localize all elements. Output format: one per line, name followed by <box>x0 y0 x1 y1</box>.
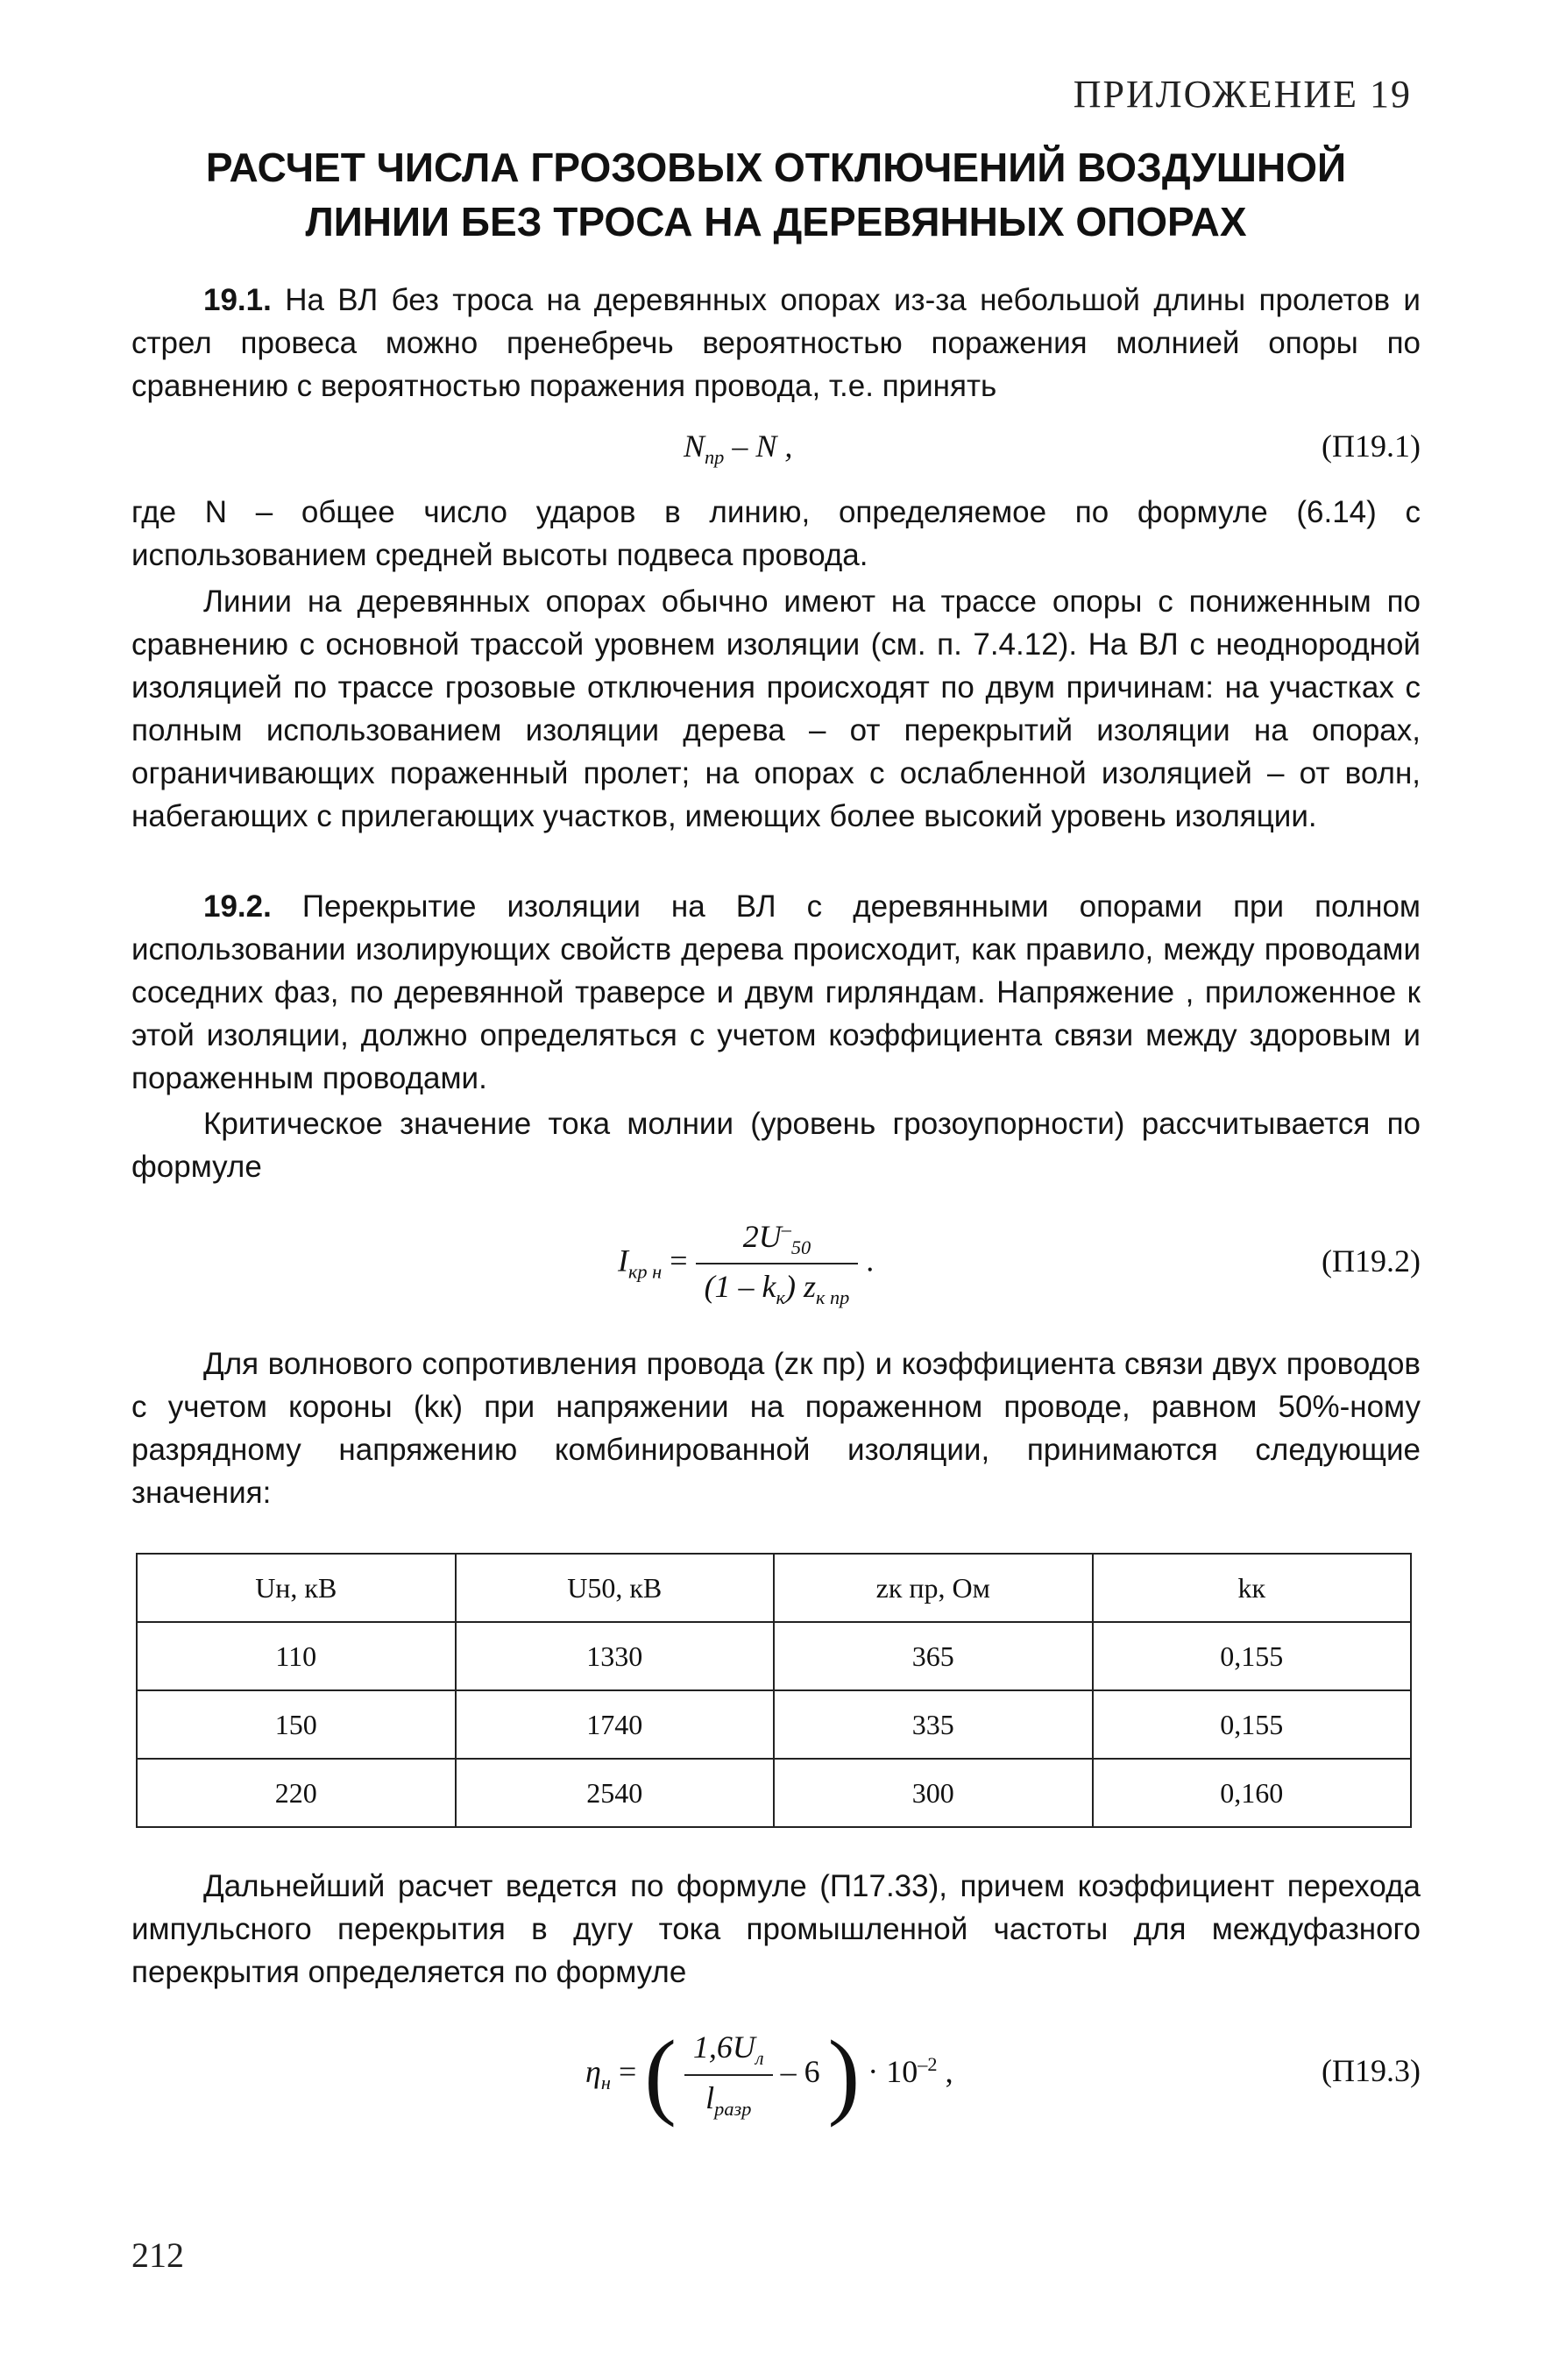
formula-p19-1 <box>131 428 1421 473</box>
formula-expression: $N_{пр}$ – N , <box>684 429 793 469</box>
paragraph-where: где N – общее число ударов в линию, определяемое по формуле (6.14) с использованием средней высоты подвеса провода. <box>131 495 1421 572</box>
table-row <box>137 1759 1411 1827</box>
right-paren: ) <box>827 2021 861 2128</box>
paragraph-wave: Для волнового сопротивления провода (zк пр) и коэффициента связи двух проводов с учетом короны (kк) при напряжении на пораженном проводе, равном 50%-ному разрядному напряжению комбинированной изоляции, принимаются следующие значения: <box>131 1347 1421 1510</box>
paragraph-19-2 <box>131 885 1421 1100</box>
formula-p19-3 <box>131 2007 1421 2129</box>
left-paren: ( <box>644 2021 677 2128</box>
paragraph-19-1 <box>131 279 1421 407</box>
denominator: $l_{разр}$ <box>705 2079 752 2120</box>
table-cell: 1330 <box>456 1622 775 1690</box>
table-cell: 1740 <box>456 1690 775 1759</box>
parameters-table <box>136 1553 1412 1828</box>
formula-number: (П19.3) <box>1322 2053 1421 2088</box>
table-cell: 2540 <box>456 1759 775 1827</box>
formula-p19-2 <box>131 1208 1421 1313</box>
table-cell: 220 <box>137 1759 456 1827</box>
formula-number: (П19.2) <box>1322 1243 1421 1279</box>
title-line-2: ЛИНИИ БЕЗ ТРОСА НА ДЕРЕВЯННЫХ ОПОРАХ <box>305 199 1247 244</box>
table-header-cell: Uн, кВ <box>137 1554 456 1622</box>
page-number: 212 <box>131 2235 184 2275</box>
table-header-cell: zк пр, Ом <box>774 1554 1093 1622</box>
table-header-cell: kк <box>1093 1554 1412 1622</box>
paragraph-text: На ВЛ без троса на деревянных опорах из-за небольшой длины пролетов и стрел провеса можно пренебречь вероятностью поражения молнией опоры по сравнению с вероятностью поражения провода, т.е. принять <box>131 283 1421 403</box>
paragraph-text: Перекрытие изоляции на ВЛ с деревянными опорами при полном использовании изолирующих свойств дерева происходит, как правило, между проводами соседних фаз, по деревянной траверсе и двум гирляндам. Напряжение , приложенное к этой изоляции, должно определяться с учетом коэффициента связи между здоровым и пораженным проводами. <box>131 889 1421 1095</box>
paragraph-critical: Критическое значение тока молнии (уровень грозоупорности) рассчитывается по формуле <box>131 1107 1421 1184</box>
fraction <box>696 1218 859 1309</box>
title-line-1: РАСЧЕТ ЧИСЛА ГРОЗОВЫХ ОТКЛЮЧЕНИЙ ВОЗДУШНОЙ <box>205 145 1347 190</box>
numerator: $2U^-_{50}$ <box>696 1218 859 1264</box>
formula-expression: $\eta_н$ = ( $\frac{1,6U_л}{l_{разр}}$ – 6 ) · $10^{-2}$ , <box>585 2021 953 2128</box>
formula-number: (П19.1) <box>1322 429 1421 464</box>
table-header-row <box>137 1554 1411 1622</box>
table-cell: 0,155 <box>1093 1690 1412 1759</box>
formula-expression: $I_{кр н}$ = $\frac{2U^-_{50}}{(1 - k_к) z_{к пр}}$ . <box>618 1218 875 1309</box>
paragraph-further: Дальнейший расчет ведется по формуле (П17.33), причем коэффициент перехода импульсного перекрытия в дугу тока промышленной частоты для междуфазного перекрытия определяется по формуле <box>131 1869 1421 1989</box>
table-cell: 0,160 <box>1093 1759 1412 1827</box>
table-cell: 365 <box>774 1622 1093 1690</box>
fraction <box>684 2029 773 2120</box>
table-cell: 0,155 <box>1093 1622 1412 1690</box>
table-cell: 300 <box>774 1759 1093 1827</box>
appendix-label: ПРИЛОЖЕНИЕ 19 <box>1073 73 1412 116</box>
numerator: $1,6U_л$ <box>684 2029 773 2075</box>
table-row <box>137 1622 1411 1690</box>
page-title <box>131 140 1421 249</box>
section-number: 19.1. <box>203 283 272 317</box>
table-cell: 150 <box>137 1690 456 1759</box>
table-cell: 335 <box>774 1690 1093 1759</box>
table-row <box>137 1690 1411 1759</box>
paragraph-lines: Линии на деревянных опорах обычно имеют на трассе опоры с пониженным по сравнению с основной трассой уровнем изоляции (см. п. 7.4.12). На ВЛ с неоднородной изоляцией по трассе грозовые отключения происходят по двум причинам: на участках с полным использованием изоляции дерева – от перекрытий изоляции на опорах, ограничивающих пораженный пролет; на опорах с ослабленной изоляцией – от волн, набегающих с прилегающих участков, имеющих более высокий уровень изоляции. <box>131 584 1421 833</box>
table-cell: 110 <box>137 1622 456 1690</box>
denominator: $(1 - k_к)$ $z_{к пр}$ <box>704 1269 850 1309</box>
section-number: 19.2. <box>203 889 272 924</box>
table-header-cell: U50, кВ <box>456 1554 775 1622</box>
